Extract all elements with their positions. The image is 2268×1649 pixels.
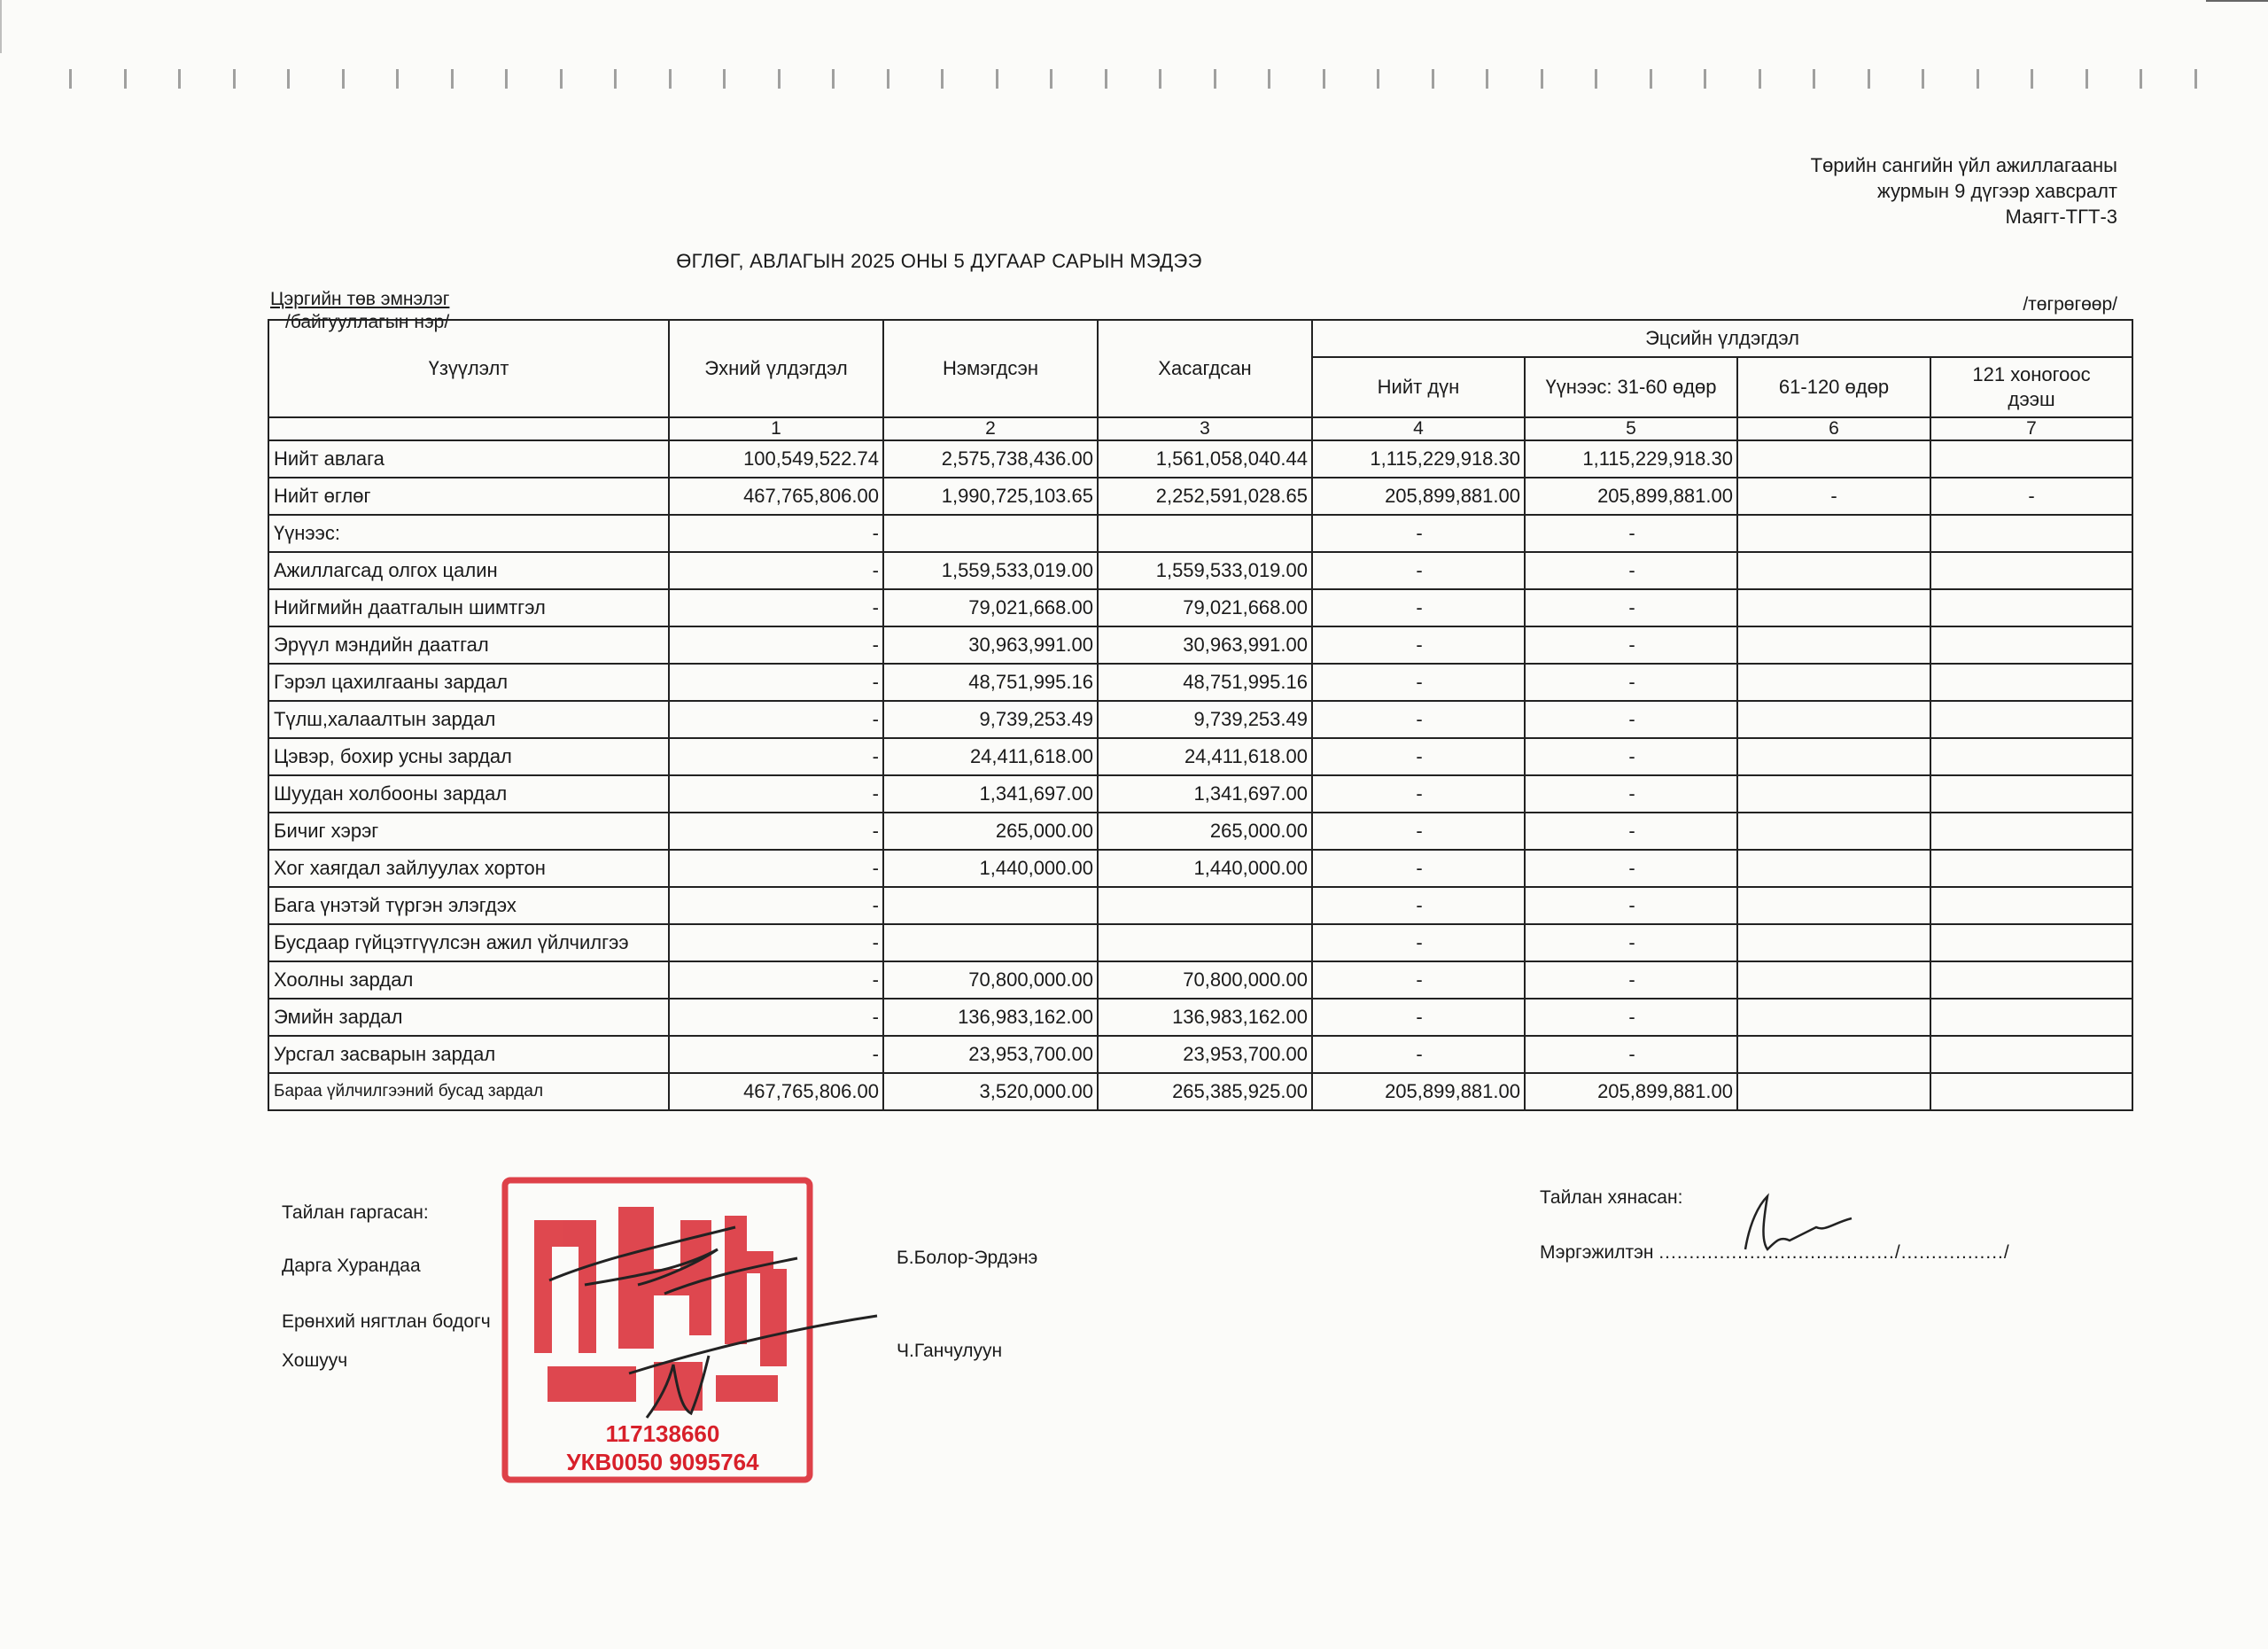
table-row [268, 515, 2132, 552]
binding-hole-mark [1105, 69, 1107, 89]
days-31-60-cell: - [1525, 813, 1737, 850]
days-31-60-cell: - [1525, 1036, 1737, 1073]
col-number: 3 [1098, 417, 1312, 440]
accountant-rank: Хошууч [282, 1350, 348, 1371]
opening-balance-cell: 100,549,522.74 [669, 440, 883, 478]
row-label: Бага үнэтэй түргэн элэгдэх [268, 887, 669, 924]
opening-balance-cell: 467,765,806.00 [669, 1073, 883, 1110]
closing-total-cell: - [1312, 813, 1525, 850]
binding-hole-mark [124, 69, 127, 89]
opening-balance-cell: - [669, 701, 883, 738]
binding-hole-mark [1868, 69, 1870, 89]
prepared-label: Тайлан гаргасан: [282, 1202, 429, 1223]
days-over-121-cell [1930, 626, 2132, 664]
opening-balance-cell: - [669, 626, 883, 664]
binding-marks [0, 69, 2268, 96]
form-code: Маягт-ТГТ-3 [2005, 206, 2117, 228]
closing-total-cell: 205,899,881.00 [1312, 1073, 1525, 1110]
row-label: Эмийн зардал [268, 999, 669, 1036]
binding-hole-mark [614, 69, 617, 89]
row-label: Цэвэр, бохир усны зардал [268, 738, 669, 775]
table-row [268, 775, 2132, 813]
form-header [1811, 152, 2117, 229]
days-31-60-cell: - [1525, 738, 1737, 775]
days-61-120-cell [1737, 552, 1930, 589]
row-label: Түлш,халаалтын зардал [268, 701, 669, 738]
table-row [268, 589, 2132, 626]
binding-hole-mark [2085, 69, 2088, 89]
closing-total-cell: - [1312, 589, 1525, 626]
opening-balance-cell: - [669, 961, 883, 999]
closing-total-cell: - [1312, 626, 1525, 664]
table-row [268, 924, 2132, 961]
binding-hole-mark [69, 69, 72, 89]
binding-hole-mark [941, 69, 944, 89]
director-name: Б.Болор-Эрдэнэ [897, 1248, 1038, 1268]
director-title: Дарга Хурандаа [282, 1256, 421, 1276]
days-over-121-cell [1930, 552, 2132, 589]
table-row [268, 626, 2132, 664]
binding-hole-mark [396, 69, 399, 89]
deducted-cell: 2,252,591,028.65 [1098, 478, 1312, 515]
days-61-120-cell [1737, 515, 1930, 552]
header-31-60-days: Үүнээс: 31-60 өдөр [1525, 357, 1737, 417]
days-31-60-cell: - [1525, 961, 1737, 999]
days-31-60-cell: - [1525, 701, 1737, 738]
opening-balance-cell: - [669, 515, 883, 552]
table-row [268, 887, 2132, 924]
closing-total-cell: - [1312, 701, 1525, 738]
col-number: 6 [1737, 417, 1930, 440]
binding-hole-mark [778, 69, 781, 89]
binding-hole-mark [342, 69, 345, 89]
opening-balance-cell: - [669, 1036, 883, 1073]
binding-hole-mark [832, 69, 835, 89]
binding-hole-mark [1050, 69, 1052, 89]
days-over-121-cell [1930, 664, 2132, 701]
report-table [268, 319, 2133, 1111]
table-row [268, 1036, 2132, 1073]
added-cell: 1,440,000.00 [883, 850, 1098, 887]
binding-hole-mark [1650, 69, 1652, 89]
table-row [268, 478, 2132, 515]
days-over-121-cell [1930, 924, 2132, 961]
days-over-121-cell [1930, 701, 2132, 738]
days-over-121-cell [1930, 813, 2132, 850]
binding-hole-mark [451, 69, 454, 89]
header-61-120-days: 61-120 өдөр [1737, 357, 1930, 417]
days-31-60-cell: - [1525, 589, 1737, 626]
closing-total-cell: - [1312, 924, 1525, 961]
days-over-121-cell [1930, 775, 2132, 813]
col-number: 4 [1312, 417, 1525, 440]
specialist-label: Мэргэжилтэн [1540, 1242, 1654, 1263]
days-over-121-cell [1930, 999, 2132, 1036]
closing-total-cell: - [1312, 850, 1525, 887]
added-cell: 3,520,000.00 [883, 1073, 1098, 1110]
opening-balance-cell: 467,765,806.00 [669, 478, 883, 515]
binding-hole-mark [1922, 69, 1924, 89]
binding-hole-mark [2140, 69, 2142, 89]
days-61-120-cell [1737, 440, 1930, 478]
table-row [268, 961, 2132, 999]
row-label: Нийт авлага [268, 440, 669, 478]
row-label: Шуудан холбооны зардал [268, 775, 669, 813]
binding-hole-mark [1595, 69, 1597, 89]
opening-balance-cell: - [669, 738, 883, 775]
row-label: Нийт өглөг [268, 478, 669, 515]
added-cell: 1,990,725,103.65 [883, 478, 1098, 515]
days-61-120-cell [1737, 626, 1930, 664]
header-indicator: Үзүүлэлт [268, 320, 669, 417]
deducted-cell: 1,440,000.00 [1098, 850, 1312, 887]
deducted-cell [1098, 515, 1312, 552]
binding-hole-mark [1214, 69, 1216, 89]
days-over-121-cell [1930, 850, 2132, 887]
binding-hole-mark [996, 69, 998, 89]
deducted-cell: 9,739,253.49 [1098, 701, 1312, 738]
added-cell: 136,983,162.00 [883, 999, 1098, 1036]
row-label: Бусдаар гүйцэтгүүлсэн ажил үйлчилгээ [268, 924, 669, 961]
header-over-121-line1: 121 хоногоос [1972, 363, 2091, 385]
days-61-120-cell [1737, 813, 1930, 850]
table-row [268, 552, 2132, 589]
organization-name: Цэргийн төв эмнэлэг [270, 289, 450, 309]
opening-balance-cell: - [669, 813, 883, 850]
added-cell: 265,000.00 [883, 813, 1098, 850]
row-label: Бараа үйлчилгээний бусад зардал [268, 1073, 669, 1110]
added-cell [883, 924, 1098, 961]
table-row [268, 1073, 2132, 1110]
opening-balance-cell: - [669, 887, 883, 924]
added-cell [883, 887, 1098, 924]
row-label: Эрүүл мэндийн даатгал [268, 626, 669, 664]
closing-total-cell: - [1312, 775, 1525, 813]
deducted-cell: 70,800,000.00 [1098, 961, 1312, 999]
reviewed-label: Тайлан хянасан: [1540, 1187, 1683, 1208]
accountant-name: Ч.Ганчулуун [897, 1341, 1003, 1361]
days-over-121-cell [1930, 440, 2132, 478]
deducted-cell: 48,751,995.16 [1098, 664, 1312, 701]
header-deducted: Хасагдсан [1098, 320, 1312, 417]
days-61-120-cell [1737, 738, 1930, 775]
opening-balance-cell: - [669, 850, 883, 887]
table-row [268, 850, 2132, 887]
added-cell [883, 515, 1098, 552]
deducted-cell: 30,963,991.00 [1098, 626, 1312, 664]
days-61-120-cell [1737, 887, 1930, 924]
days-61-120-cell [1737, 924, 1930, 961]
binding-hole-mark [1268, 69, 1270, 89]
added-cell: 1,341,697.00 [883, 775, 1098, 813]
header-over-121-days [1930, 357, 2132, 417]
days-over-121-cell [1930, 738, 2132, 775]
binding-hole-mark [1759, 69, 1761, 89]
days-61-120-cell [1737, 850, 1930, 887]
binding-hole-mark [1432, 69, 1434, 89]
binding-hole-mark [287, 69, 290, 89]
binding-hole-mark [669, 69, 672, 89]
header-added: Нэмэгдсэн [883, 320, 1098, 417]
opening-balance-cell: - [669, 552, 883, 589]
days-31-60-cell: 205,899,881.00 [1525, 478, 1737, 515]
row-label: Гэрэл цахилгааны зардал [268, 664, 669, 701]
page-edge-line [2206, 0, 2268, 2]
specialist-signature [1728, 1187, 1869, 1267]
stamp-number-2: УКВ0050 9095764 [566, 1449, 759, 1475]
days-31-60-cell: - [1525, 515, 1737, 552]
days-over-121-cell [1930, 515, 2132, 552]
binding-hole-mark [1377, 69, 1379, 89]
days-31-60-cell: - [1525, 999, 1737, 1036]
added-cell: 70,800,000.00 [883, 961, 1098, 999]
closing-total-cell: - [1312, 552, 1525, 589]
added-cell: 1,559,533,019.00 [883, 552, 1098, 589]
closing-total-cell: - [1312, 664, 1525, 701]
days-61-120-cell [1737, 775, 1930, 813]
days-31-60-cell: - [1525, 552, 1737, 589]
days-61-120-cell [1737, 1036, 1930, 1073]
row-label: Хоолны зардал [268, 961, 669, 999]
binding-hole-mark [1704, 69, 1706, 89]
closing-total-cell: - [1312, 515, 1525, 552]
header-closing-balance: Эцсийн үлдэгдэл [1312, 320, 2132, 357]
added-cell: 79,021,668.00 [883, 589, 1098, 626]
added-cell: 9,739,253.49 [883, 701, 1098, 738]
closing-total-cell: - [1312, 961, 1525, 999]
header-line-2: журмын 9 дүгээр хавсралт [1877, 180, 2117, 202]
opening-balance-cell: - [669, 589, 883, 626]
days-over-121-cell [1930, 1036, 2132, 1073]
stamp-number-1: 117138660 [605, 1420, 720, 1447]
row-label: Бичиг хэрэг [268, 813, 669, 850]
added-cell: 48,751,995.16 [883, 664, 1098, 701]
days-over-121-cell [1930, 1073, 2132, 1110]
table-row [268, 999, 2132, 1036]
days-61-120-cell [1737, 664, 1930, 701]
added-cell: 30,963,991.00 [883, 626, 1098, 664]
days-31-60-cell: - [1525, 887, 1737, 924]
days-31-60-cell: - [1525, 850, 1737, 887]
column-number-row [268, 417, 2132, 440]
header-line-1: Төрийн сангийн үйл ажиллагааны [1810, 154, 2117, 176]
closing-total-cell: - [1312, 999, 1525, 1036]
deducted-cell: 1,341,697.00 [1098, 775, 1312, 813]
header-over-121-line2: дээш [2008, 388, 2055, 410]
closing-total-cell: 1,115,229,918.30 [1312, 440, 1525, 478]
col-number: 5 [1525, 417, 1737, 440]
deducted-cell: 265,385,925.00 [1098, 1073, 1312, 1110]
row-label: Үүнээс: [268, 515, 669, 552]
deducted-cell: 136,983,162.00 [1098, 999, 1312, 1036]
days-31-60-cell: 1,115,229,918.30 [1525, 440, 1737, 478]
table-row [268, 701, 2132, 738]
opening-balance-cell: - [669, 924, 883, 961]
opening-balance-cell: - [669, 664, 883, 701]
binding-hole-mark [2194, 69, 2197, 89]
document-title: ӨГЛӨГ, АВЛАГЫН 2025 ОНЫ 5 ДУГААР САРЫН МЭДЭЭ [676, 250, 1202, 272]
closing-total-cell: - [1312, 887, 1525, 924]
added-cell: 24,411,618.00 [883, 738, 1098, 775]
binding-hole-mark [1813, 69, 1815, 89]
accountant-signature [620, 1303, 904, 1444]
days-31-60-cell: 205,899,881.00 [1525, 1073, 1737, 1110]
days-61-120-cell [1737, 701, 1930, 738]
binding-hole-mark [2031, 69, 2033, 89]
days-31-60-cell: - [1525, 924, 1737, 961]
binding-hole-mark [1159, 69, 1161, 89]
days-61-120-cell [1737, 1073, 1930, 1110]
page-edge-line [0, 0, 2, 53]
row-label: Урсгал засварын зардал [268, 1036, 669, 1073]
row-label: Ажиллагсад олгох цалин [268, 552, 669, 589]
binding-hole-mark [887, 69, 889, 89]
deducted-cell: 23,953,700.00 [1098, 1036, 1312, 1073]
binding-hole-mark [233, 69, 236, 89]
deducted-cell: 24,411,618.00 [1098, 738, 1312, 775]
table-row [268, 440, 2132, 478]
deducted-cell [1098, 887, 1312, 924]
days-61-120-cell [1737, 589, 1930, 626]
days-31-60-cell: - [1525, 626, 1737, 664]
opening-balance-cell: - [669, 999, 883, 1036]
closing-total-cell: 205,899,881.00 [1312, 478, 1525, 515]
days-61-120-cell [1737, 961, 1930, 999]
binding-hole-mark [1323, 69, 1325, 89]
table-row [268, 664, 2132, 701]
closing-total-cell: - [1312, 1036, 1525, 1073]
table-row [268, 738, 2132, 775]
deducted-cell: 79,021,668.00 [1098, 589, 1312, 626]
col-number: 2 [883, 417, 1098, 440]
days-over-121-cell [1930, 589, 2132, 626]
binding-hole-mark [1541, 69, 1543, 89]
deducted-cell: 1,559,533,019.00 [1098, 552, 1312, 589]
added-cell: 2,575,738,436.00 [883, 440, 1098, 478]
deducted-cell [1098, 924, 1312, 961]
col-number [268, 417, 669, 440]
days-61-120-cell: - [1737, 478, 1930, 515]
days-over-121-cell [1930, 887, 2132, 924]
days-61-120-cell [1737, 999, 1930, 1036]
added-cell: 23,953,700.00 [883, 1036, 1098, 1073]
header-opening-balance: Эхний үлдэгдэл [669, 320, 883, 417]
deducted-cell: 265,000.00 [1098, 813, 1312, 850]
opening-balance-cell: - [669, 775, 883, 813]
col-number: 7 [1930, 417, 2132, 440]
binding-hole-mark [560, 69, 563, 89]
days-31-60-cell: - [1525, 664, 1737, 701]
table-row [268, 813, 2132, 850]
binding-hole-mark [1977, 69, 1979, 89]
col-number: 1 [669, 417, 883, 440]
header-total: Нийт дүн [1312, 357, 1525, 417]
binding-hole-mark [505, 69, 508, 89]
binding-hole-mark [723, 69, 726, 89]
closing-total-cell: - [1312, 738, 1525, 775]
specialist-line: ......................................./................./ [1658, 1242, 2010, 1263]
accountant-title: Ерөнхий нягтлан бодогч [282, 1311, 491, 1332]
organization-caption: /байгууллагын нэр/ [285, 312, 450, 332]
row-label: Нийгмийн даатгалын шимтгэл [268, 589, 669, 626]
deducted-cell: 1,561,058,040.44 [1098, 440, 1312, 478]
days-over-121-cell [1930, 961, 2132, 999]
row-label: Хог хаягдал зайлуулах хортон [268, 850, 669, 887]
days-31-60-cell: - [1525, 775, 1737, 813]
binding-hole-mark [1486, 69, 1488, 89]
days-over-121-cell: - [1930, 478, 2132, 515]
binding-hole-mark [178, 69, 181, 89]
currency-note: /төгрөгөөр/ [2023, 294, 2117, 315]
